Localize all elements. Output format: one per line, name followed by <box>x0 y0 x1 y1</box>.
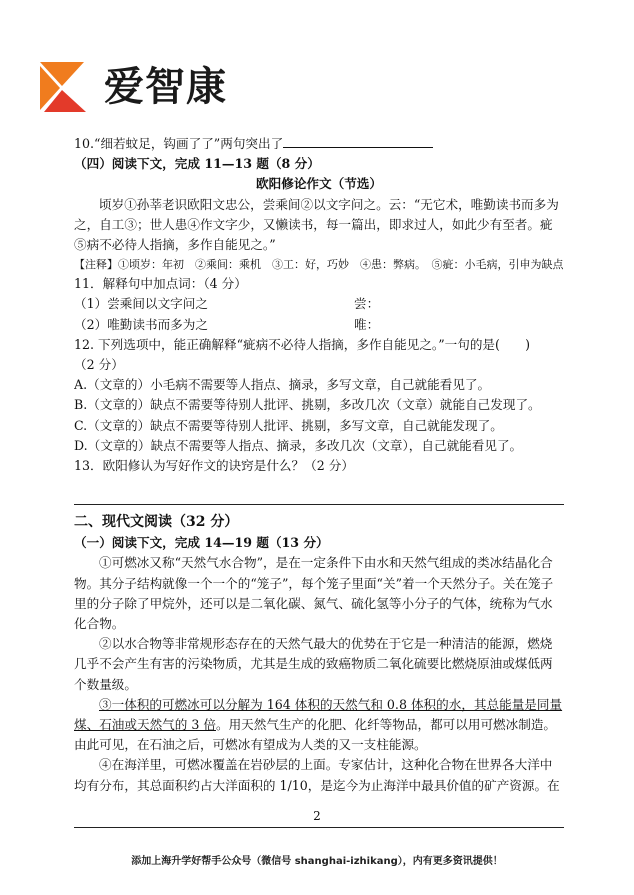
paragraph-3: ③一体积的可燃冰可以分解为 164 体积的天然气和 0.8 体积的水，其总能量是同量煤、石油或天然气的 3 倍。用天然气生产的化肥、化纤等物品，都可以用可燃冰制造。由此可见，在石油之后，可燃冰有望成为人类的又一支柱能源。 <box>74 696 563 753</box>
question-11: 11．解释句中加点词：（4 分） <box>74 276 247 292</box>
part-4-heading: （四）阅读下文，完成 11—13 题（8 分） <box>74 156 320 172</box>
paragraph-3-underlined: ③一体积的可燃冰可以分解为 164 体积的天然气和 0.8 体积的水，其总能量是同量煤、石油或天然气的 3 倍 <box>74 696 563 733</box>
answer-blank <box>283 135 433 148</box>
question-11-row-1: （1）尝乘间以文字问之 尝： <box>74 296 380 312</box>
logo-brand-name: 爱智康 <box>104 64 227 110</box>
question-11-row-2: （2）唯勤读书而多为之 唯： <box>74 316 380 332</box>
question-12-score: （2 分） <box>74 357 124 373</box>
logo-mark-icon <box>40 62 100 112</box>
passage-body: 顷岁①孙莘老识欧阳文忠公，尝乘间②以文字问之。云：“无它术，唯勤读书而多为之，自工③；世人患④作文字少，又懒读书，每一篇出，即求过人，如此少有至者。疵⑤病不必待人指摘，多作自能见之。” <box>74 196 559 253</box>
option-b: B.（文章的）缺点不需要等待别人批评、挑剔，多改几次（文章）就能自己发现了。 <box>74 397 541 413</box>
option-a: A.（文章的）小毛病不需要等人指点、摘录，多写文章，自己就能看见了。 <box>74 377 491 393</box>
question-13: 13．欧阳修认为写好作文的诀窍是什么？（2 分） <box>74 458 354 474</box>
section-divider <box>74 504 564 505</box>
paragraph-2: ②以水合物等非常规形态存在的天然气最大的优势在于它是一种清洁的能源，燃烧几乎不会产生有害的污染物质，尤其是生成的致癌物质二氧化硫要比燃烧原油或煤低两个数量级。 <box>74 636 553 692</box>
section-2-heading: 二、现代文阅读（32 分） <box>74 514 239 531</box>
document-body <box>74 134 564 796</box>
paragraph-1: ①可燃冰又称“天然气水合物”，是在一定条件下由水和天然气组成的类冰结晶化合物。其分子结构就像一个一个的“笼子”，每个笼子里面“关”着一个天然分子。关在笼子里的分子除了甲烷外，还可以是二氧化碳、氮气、硫化氢等小分子的气体，统称为气水化合物。 <box>74 555 554 632</box>
question-10: 10.“细若蚊足，钩画了了”两句突出了 <box>74 134 564 154</box>
passage-notes: 【注释】①顷岁：年初 ②乘间：乘机 ③工：好，巧妙 ④患：弊病。 ⑤疵：小毛病，引申为缺点 <box>74 258 564 272</box>
question-12: 12. 下列选项中，能正确解释“疵病不必待人指摘，多作自能见之。”一句的是( ) <box>74 336 531 352</box>
passage-title: 欧阳修论作文（节选） <box>256 176 382 192</box>
paragraph-4: ④在海洋里，可燃冰覆盖在岩砂层的上面。专家估计，这种化合物在世界各大洋中均有分布，其总面积约占大洋面积的 1/10，是迄今为止海洋中最具价值的矿产资源。在 <box>74 757 560 793</box>
option-c: C.（文章的）缺点不需要等待别人批评、挑剔，多写文章，自己就能发现了。 <box>74 417 503 433</box>
page-number: 2 <box>313 809 321 823</box>
footer-note: 添加上海升学好帮手公众号（微信号 shanghai-izhikang），内有更多资讯提供！ <box>131 856 503 867</box>
section-2-subheading: （一）阅读下文，完成 14—19 题（13 分） <box>74 535 329 551</box>
option-d: D.（文章的）缺点不需要等人指点、摘录，多改几次（文章），自己就能看见了。 <box>74 437 523 453</box>
footer-divider <box>74 827 564 828</box>
